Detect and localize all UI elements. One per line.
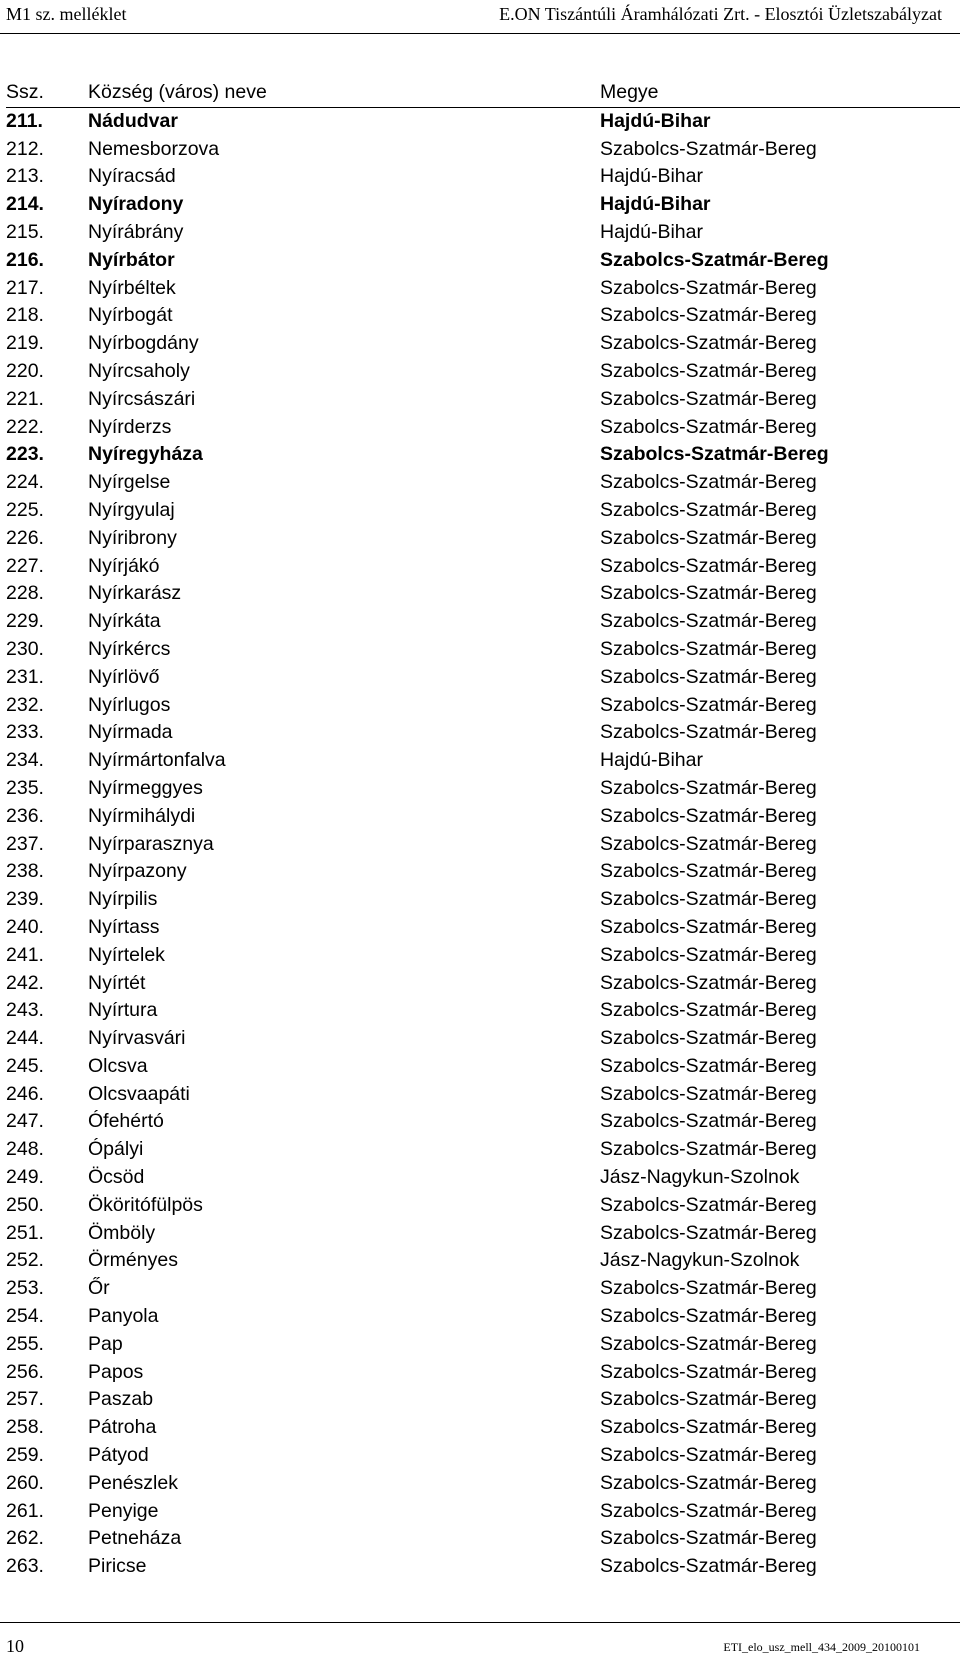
table-row [6, 1442, 960, 1470]
county-name: Szabolcs-Szatmár-Bereg [600, 776, 817, 799]
row-number: 238. [6, 860, 44, 883]
table-row [6, 580, 960, 608]
table-row [6, 719, 960, 747]
county-name: Szabolcs-Szatmár-Bereg [600, 137, 817, 160]
settlement-name: Nyírderzs [88, 415, 172, 438]
row-number: 215. [6, 220, 44, 243]
table-row [6, 302, 960, 330]
settlement-name: Nyírgelse [88, 471, 171, 494]
row-number: 243. [6, 999, 44, 1022]
row-number: 240. [6, 915, 44, 938]
county-name: Szabolcs-Szatmár-Bereg [600, 498, 817, 521]
row-number: 251. [6, 1221, 44, 1244]
settlement-name: Nyírvasvári [88, 1027, 186, 1050]
settlement-name: Nyírtét [88, 971, 146, 994]
county-name: Szabolcs-Szatmár-Bereg [600, 610, 817, 633]
county-name: Szabolcs-Szatmár-Bereg [600, 665, 817, 688]
row-number: 250. [6, 1193, 44, 1216]
settlement-name: Nyírbéltek [88, 276, 176, 299]
row-number: 252. [6, 1249, 44, 1272]
header-divider [0, 33, 960, 34]
table-row [6, 108, 960, 136]
county-name: Szabolcs-Szatmár-Bereg [600, 1416, 817, 1439]
table-row [6, 1220, 960, 1248]
row-number: 221. [6, 387, 44, 410]
table-row [6, 1525, 960, 1553]
county-name: Szabolcs-Szatmár-Bereg [600, 832, 817, 855]
county-name: Szabolcs-Szatmár-Bereg [600, 804, 817, 827]
county-name: Szabolcs-Szatmár-Bereg [600, 999, 817, 1022]
table-row [6, 1498, 960, 1526]
row-number: 226. [6, 526, 44, 549]
county-name: Szabolcs-Szatmár-Bereg [600, 387, 817, 410]
settlement-name: Nyírmártonfalva [88, 749, 226, 772]
table-row [6, 1081, 960, 1109]
table-row [6, 247, 960, 275]
table-row [6, 136, 960, 164]
settlement-name: Nyírgyulaj [88, 498, 175, 521]
row-number: 246. [6, 1082, 44, 1105]
table-row [6, 775, 960, 803]
settlement-name: Nyírlugos [88, 693, 171, 716]
table-row [6, 1192, 960, 1220]
county-name: Szabolcs-Szatmár-Bereg [600, 1193, 817, 1216]
settlement-table [6, 79, 960, 1581]
county-name: Szabolcs-Szatmár-Bereg [600, 693, 817, 716]
settlement-name: Panyola [88, 1305, 159, 1328]
table-row [6, 1247, 960, 1275]
row-number: 254. [6, 1305, 44, 1328]
settlement-name: Ópályi [88, 1138, 144, 1161]
table-row [6, 1359, 960, 1387]
table-row [6, 608, 960, 636]
settlement-name: Pap [88, 1332, 123, 1355]
page-number: 10 [6, 1636, 24, 1656]
settlement-name: Petneháza [88, 1527, 182, 1550]
row-number: 258. [6, 1416, 44, 1439]
county-name: Szabolcs-Szatmár-Bereg [600, 1027, 817, 1050]
table-row [6, 997, 960, 1025]
table-row [6, 1275, 960, 1303]
row-number: 232. [6, 693, 44, 716]
table-row [6, 1108, 960, 1136]
row-number: 230. [6, 637, 44, 660]
table-row [6, 219, 960, 247]
county-name: Szabolcs-Szatmár-Bereg [600, 721, 817, 744]
row-number: 213. [6, 165, 44, 188]
row-number: 218. [6, 304, 44, 327]
settlement-name: Nyírbogdány [88, 332, 199, 355]
table-row [6, 497, 960, 525]
row-number: 255. [6, 1332, 44, 1355]
county-name: Szabolcs-Szatmár-Bereg [600, 443, 829, 466]
settlement-name: Nyírbátor [88, 248, 175, 271]
settlement-name: Nyírpilis [88, 888, 158, 911]
county-name: Szabolcs-Szatmár-Bereg [600, 1360, 817, 1383]
table-row [6, 831, 960, 859]
county-name: Szabolcs-Szatmár-Bereg [600, 248, 829, 271]
table-row [6, 191, 960, 219]
row-number: 239. [6, 888, 44, 911]
settlement-name: Nyírcsászári [88, 387, 196, 410]
settlement-name: Nyírlövő [88, 665, 160, 688]
settlement-name: Nyírtelek [88, 943, 165, 966]
row-number: 231. [6, 665, 44, 688]
table-row [6, 441, 960, 469]
settlement-name: Nyírtass [88, 915, 160, 938]
county-name: Szabolcs-Szatmár-Bereg [600, 1499, 817, 1522]
county-name: Hajdú-Bihar [600, 749, 703, 772]
table-row [6, 414, 960, 442]
row-number: 248. [6, 1138, 44, 1161]
table-row [6, 1414, 960, 1442]
county-name: Hajdú-Bihar [600, 109, 711, 132]
row-number: 234. [6, 749, 44, 772]
table-row [6, 1386, 960, 1414]
county-name: Szabolcs-Szatmár-Bereg [600, 415, 817, 438]
table-row [6, 553, 960, 581]
table-row [6, 858, 960, 886]
table-row [6, 1136, 960, 1164]
document-code: ETI_elo_usz_mell_434_2009_20100101 [723, 1640, 920, 1654]
row-number: 233. [6, 721, 44, 744]
row-number: 249. [6, 1166, 44, 1189]
county-name: Szabolcs-Szatmár-Bereg [600, 1444, 817, 1467]
settlement-name: Penyige [88, 1499, 159, 1522]
county-name: Szabolcs-Szatmár-Bereg [600, 1221, 817, 1244]
county-name: Szabolcs-Szatmár-Bereg [600, 1082, 817, 1105]
settlement-name: Nyírábrány [88, 220, 184, 243]
county-name: Szabolcs-Szatmár-Bereg [600, 1277, 817, 1300]
county-name: Szabolcs-Szatmár-Bereg [600, 359, 817, 382]
table-row [6, 886, 960, 914]
table-row [6, 942, 960, 970]
row-number: 227. [6, 554, 44, 577]
county-name: Szabolcs-Szatmár-Bereg [600, 471, 817, 494]
settlement-name: Nyíradony [88, 193, 184, 216]
table-row [6, 525, 960, 553]
table-row [6, 1553, 960, 1581]
table-header-row [6, 79, 960, 108]
row-number: 262. [6, 1527, 44, 1550]
table-row [6, 803, 960, 831]
county-name: Hajdú-Bihar [600, 193, 711, 216]
settlement-name: Nyírkáta [88, 610, 161, 633]
county-name: Szabolcs-Szatmár-Bereg [600, 1332, 817, 1355]
settlement-name: Nyírkarász [88, 582, 182, 605]
row-number: 236. [6, 804, 44, 827]
table-row [6, 163, 960, 191]
settlement-name: Nyírtura [88, 999, 158, 1022]
settlement-name: Őr [88, 1277, 110, 1300]
table-row [6, 914, 960, 942]
settlement-name: Ömböly [88, 1221, 156, 1244]
row-number: 211. [6, 109, 43, 132]
column-header-county: Megye [600, 81, 659, 103]
county-name: Jász-Nagykun-Szolnok [600, 1249, 800, 1272]
row-number: 214. [6, 193, 44, 216]
settlement-name: Nyíribrony [88, 526, 177, 549]
table-row [6, 636, 960, 664]
table-row [6, 1025, 960, 1053]
row-number: 242. [6, 971, 44, 994]
settlement-name: Pátyod [88, 1444, 149, 1467]
table-row [6, 1053, 960, 1081]
table-row [6, 1331, 960, 1359]
header-document-title: E.ON Tiszántúli Áramhálózati Zrt. - Elosztói Üzletszabályzat [499, 4, 942, 24]
table-row [6, 386, 960, 414]
settlement-name: Öcsöd [88, 1166, 145, 1189]
county-name: Szabolcs-Szatmár-Bereg [600, 526, 817, 549]
column-header-name: Község (város) neve [88, 81, 267, 103]
row-number: 220. [6, 359, 44, 382]
county-name: Szabolcs-Szatmár-Bereg [600, 1527, 817, 1550]
county-name: Szabolcs-Szatmár-Bereg [600, 943, 817, 966]
settlement-name: Ököritófülpös [88, 1193, 203, 1216]
settlement-name: Nyírpazony [88, 860, 187, 883]
county-name: Szabolcs-Szatmár-Bereg [600, 276, 817, 299]
row-number: 229. [6, 610, 44, 633]
table-row [6, 330, 960, 358]
table-row [6, 1470, 960, 1498]
settlement-name: Papos [88, 1360, 144, 1383]
settlement-name: Nyírkércs [88, 637, 171, 660]
county-name: Szabolcs-Szatmár-Bereg [600, 915, 817, 938]
county-name: Szabolcs-Szatmár-Bereg [600, 332, 817, 355]
settlement-name: Olcsva [88, 1054, 148, 1077]
row-number: 247. [6, 1110, 44, 1133]
county-name: Szabolcs-Szatmár-Bereg [600, 1388, 817, 1411]
row-number: 256. [6, 1360, 44, 1383]
settlement-name: Penészlek [88, 1471, 178, 1494]
row-number: 223. [6, 443, 44, 466]
settlement-name: Piricse [88, 1555, 147, 1578]
row-number: 245. [6, 1054, 44, 1077]
row-number: 261. [6, 1499, 44, 1522]
row-number: 241. [6, 943, 44, 966]
county-name: Szabolcs-Szatmár-Bereg [600, 1138, 817, 1161]
settlement-name: Nyírbogát [88, 304, 173, 327]
row-number: 237. [6, 832, 44, 855]
settlement-name: Nyíracsád [88, 165, 176, 188]
settlement-name: Paszab [88, 1388, 154, 1411]
settlement-name: Nyírparasznya [88, 832, 214, 855]
table-body [6, 108, 960, 1581]
county-name: Hajdú-Bihar [600, 165, 703, 188]
settlement-name: Nyírcsaholy [88, 359, 190, 382]
settlement-name: Nyírjákó [88, 554, 160, 577]
county-name: Szabolcs-Szatmár-Bereg [600, 1555, 817, 1578]
table-row [6, 747, 960, 775]
table-row [6, 664, 960, 692]
county-name: Szabolcs-Szatmár-Bereg [600, 554, 817, 577]
row-number: 253. [6, 1277, 44, 1300]
table-row [6, 358, 960, 386]
settlement-name: Olcsvaapáti [88, 1082, 190, 1105]
row-number: 212. [6, 137, 44, 160]
page-header [0, 0, 960, 34]
county-name: Szabolcs-Szatmár-Bereg [600, 582, 817, 605]
row-number: 224. [6, 471, 44, 494]
row-number: 260. [6, 1471, 44, 1494]
row-number: 216. [6, 248, 44, 271]
settlement-name: Pátroha [88, 1416, 157, 1439]
county-name: Szabolcs-Szatmár-Bereg [600, 1054, 817, 1077]
row-number: 235. [6, 776, 44, 799]
county-name: Szabolcs-Szatmár-Bereg [600, 1471, 817, 1494]
row-number: 228. [6, 582, 44, 605]
row-number: 244. [6, 1027, 44, 1050]
county-name: Hajdú-Bihar [600, 220, 703, 243]
row-number: 259. [6, 1444, 44, 1467]
settlement-name: Nyírmeggyes [88, 776, 203, 799]
county-name: Szabolcs-Szatmár-Bereg [600, 971, 817, 994]
settlement-name: Nemesborzova [88, 137, 220, 160]
county-name: Szabolcs-Szatmár-Bereg [600, 637, 817, 660]
county-name: Szabolcs-Szatmár-Bereg [600, 860, 817, 883]
settlement-name: Nyíregyháza [88, 443, 203, 466]
settlement-name: Nyírmada [88, 721, 173, 744]
settlement-name: Nyírmihálydi [88, 804, 196, 827]
row-number: 257. [6, 1388, 44, 1411]
header-annex-label: M1 sz. melléklet [6, 4, 127, 24]
table-row [6, 469, 960, 497]
row-number: 225. [6, 498, 44, 521]
table-row [6, 1164, 960, 1192]
county-name: Szabolcs-Szatmár-Bereg [600, 304, 817, 327]
table-row [6, 275, 960, 303]
settlement-name: Ófehértó [88, 1110, 164, 1133]
row-number: 263. [6, 1555, 44, 1578]
county-name: Jász-Nagykun-Szolnok [600, 1166, 800, 1189]
table-row [6, 692, 960, 720]
county-name: Szabolcs-Szatmár-Bereg [600, 1305, 817, 1328]
settlement-name: Örményes [88, 1249, 178, 1272]
row-number: 217. [6, 276, 44, 299]
footer-divider [0, 1622, 960, 1623]
row-number: 219. [6, 332, 44, 355]
county-name: Szabolcs-Szatmár-Bereg [600, 888, 817, 911]
column-header-num: Ssz. [6, 81, 44, 103]
row-number: 222. [6, 415, 44, 438]
county-name: Szabolcs-Szatmár-Bereg [600, 1110, 817, 1133]
settlement-name: Nádudvar [88, 109, 178, 132]
table-row [6, 1303, 960, 1331]
table-row [6, 970, 960, 998]
